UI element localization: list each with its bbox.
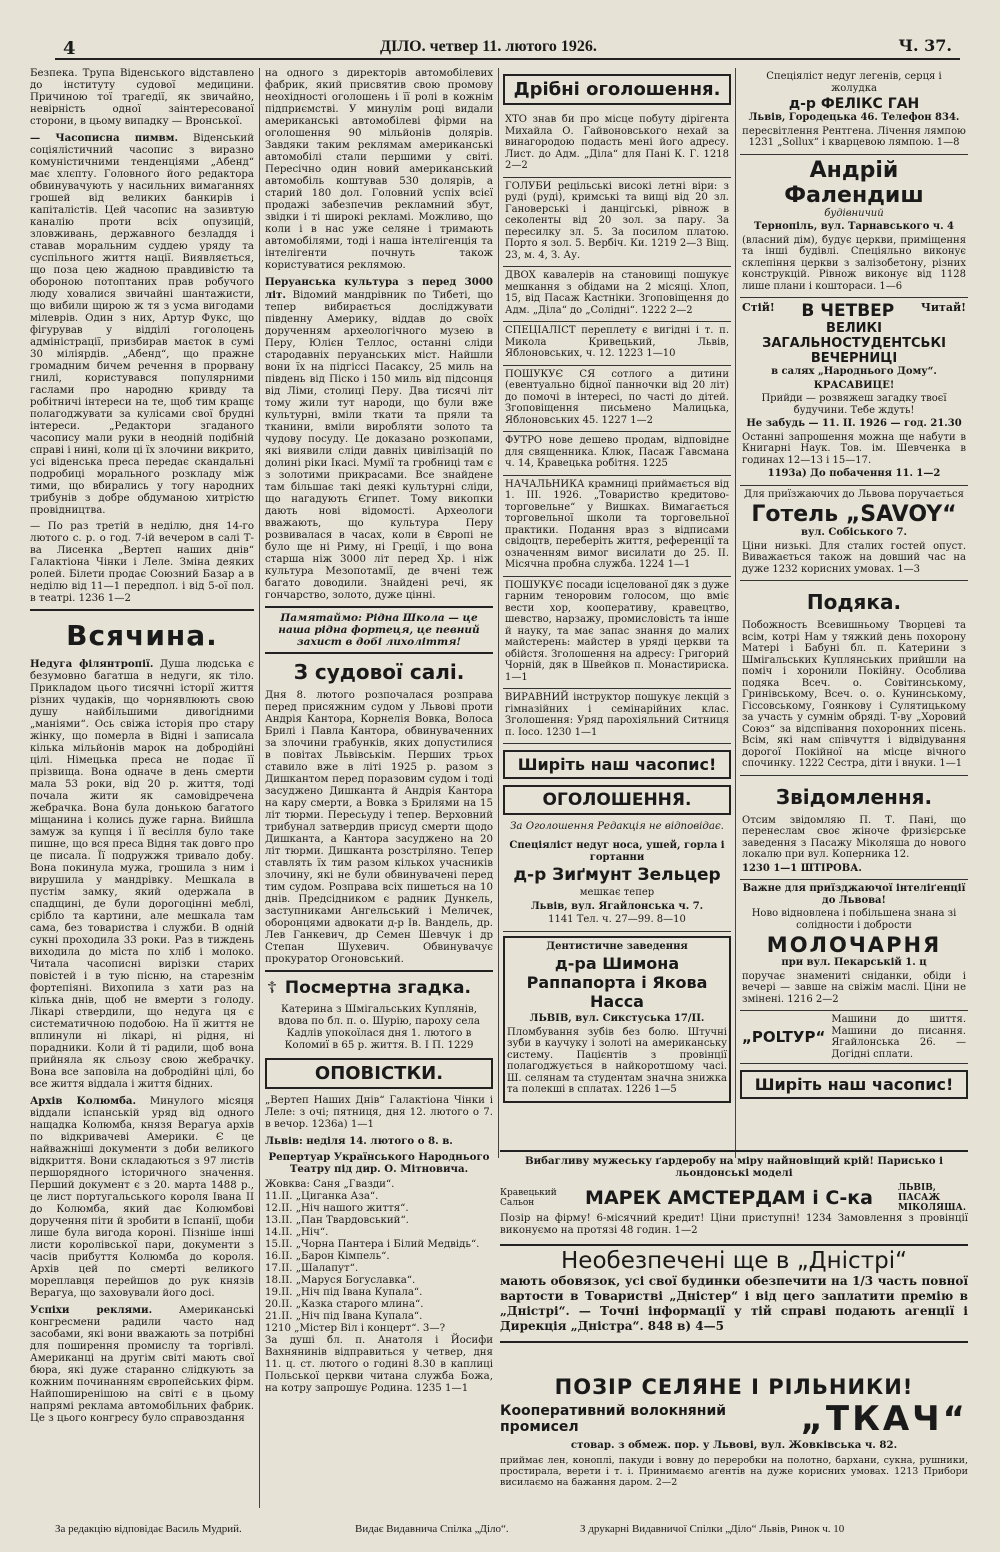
page-number: 4 — [63, 38, 76, 59]
ad-name: Звідомлення. — [775, 784, 933, 809]
ad-text: пересвітлення Рентгена. Лічення лямпою 1231 „Sollux“ і кварцевою лямпою. 1—8 — [742, 125, 966, 148]
article — [30, 132, 254, 517]
classified-ad — [503, 322, 731, 366]
repertoire-list — [265, 1179, 493, 1335]
article — [30, 658, 254, 1091]
column-4 — [740, 68, 968, 1153]
ad-text: Пломбування зубів без болю. Штучні зуби в каучуку і золоті на американську систему. Пацієнтів з провінції полагоджується в найкоротшому часі. Ш. селянам та студентам значна знижка та полекші в сплатах. 1226 1—5 — [507, 1026, 727, 1095]
notice: Репертуар Українського Народнього Театру під дир. О. Мітновича. — [268, 1151, 490, 1175]
ad-text: Дентистичне заведення — [546, 940, 688, 952]
repertoire-item: 19.II. „Ніч під Івана Купала“. — [265, 1287, 423, 1298]
article-heading: Успіхи реклями. — [30, 1304, 153, 1316]
ad-text: ХТО знав би про місце побуту дірігента Михайла О. Гайвоновського нехай за винагородою подасть мені його адресу. Лист. до Адм. „Діла“ для Пані К. Г. 1218 2—2 — [505, 114, 729, 171]
ad-text: 1193а) До побачення 11. 1—2 — [767, 468, 941, 479]
classified-ad — [503, 111, 731, 178]
classified-ad — [503, 366, 731, 433]
notice: Львів: неділя 14. лютого о 8. в. — [265, 1135, 453, 1147]
divider — [265, 606, 493, 608]
hotel-ad — [740, 486, 968, 582]
doctor-ad — [740, 68, 968, 155]
divider — [30, 609, 254, 611]
ad-text: ДВОХ кавалерів на становищі пошукує мешкання з обідами на 2 місяці. Хлоп, 15, від Пасаж Кастніки. Згоповіщення до Адм. „Діла“ до „Солідні“. 1222 2—2 — [505, 270, 729, 316]
ad-text: Важне для приїзджаючої інтеліґенції до Львова! — [742, 883, 966, 906]
tailor-ad-row — [500, 1183, 968, 1213]
ad-text: 1230 1—1 ШТІРОВА. — [742, 862, 862, 874]
article-text: Минулого місяця віддали іспанській уряд від одного нащадка Колюмба, князя Верагуа архів по відкривачеві Америки. Є це найважніші документи з доби великого відкриття. Вони складаються з 97 листів першорядного історичного значення. Перший документ є з 20. марта 1488 р., це лист португальського короля Івана II до Колюмба, який дає Колюмбові доручення піти й зробити в Іспанії, щоби лише була вигода короні. Пізніше інші листи королівської пари, документи з часів прибуття Колюмба до короля. Архів цей по смерті великого мореплавця перейшов до рук князів Верагуа, що заховували його досі. — [30, 1096, 254, 1299]
ad-text: Спеціяліст недуг носа, ушей, горла і гортанни — [509, 840, 725, 863]
dairy-ad — [740, 880, 968, 1011]
article-text: Американські конгресмени радили часто над засобами, які вони вважають за потрібні для поширення промислу та торгівлі. Американці на другім світі мають свої бюра, які дуже старанно слідкують за кожним починанням європейських фірм. Найпоширенішою на світі є в цьому напрямі реклама автомобільних фабрик. Це з цього конгресу було справоздання — [30, 1305, 254, 1424]
ad-text: Спеціяліст недуг легенів, серця і жолудка — [766, 71, 942, 94]
ad-address: Львів, вул. Ягайлонська ч. 7. — [530, 900, 704, 912]
repertoire-item: 14.II. „Ніч“. — [265, 1227, 329, 1238]
ad-text: Кравецький Сальон — [500, 1188, 557, 1208]
column-2 — [265, 68, 493, 1508]
ad-name: „ТКАЧ“ — [800, 1399, 968, 1439]
ad-name: ВЕЛИКІ ЗАГАЛЬНОСТУДЕНТСЬКІ ВЕЧЕРНИЦІ — [762, 321, 946, 366]
footer-publisher: Видає Видавнича Спілка „Діло“. — [355, 1523, 509, 1535]
thanks-notice — [740, 581, 968, 776]
ad-text: Вибагливу мужеську ґардеробу на міру найновіщий крій! Парисько і льондонські моделі — [525, 1155, 943, 1179]
ad-text: НАЧАЛЬНИКА крамниці приймається від 1. III. 1926. „Товариство кредитово-торговельне“ у Вишках. Вимагається торговельної школи та торговельної практики. Подання враз з відписами свідоцтв, переберіть життя, референції та означенням вимог висилати до 25. II. Місячна пробна служба. 1224 1—1 — [505, 478, 729, 570]
repertoire-item: 16.II. „Барон Кімпель“. — [265, 1251, 390, 1262]
event-ad — [740, 298, 968, 486]
ad-text: мешкає тепер — [579, 887, 655, 898]
obituary-text: Катерина з Шмігальських Куплянів, вдова по бл. п. о. Шурію, пароху села Кадлів упокоїлася дня 1. лютого в Коломиї в 65 р. життя. В. І П. 1229 — [278, 1004, 480, 1051]
page-header — [55, 32, 960, 60]
notice: За душі бл. п. Анатоля і Йосифи Вахнянинів відправиться у четвер, дня 11. ц. ст. лютого о годині 8.30 в каплиці Польської церкви читана служба Божа, на котру запрошує Родина. 1235 1—1 — [265, 1335, 493, 1394]
ad-text: Прийди — розвяжеш загадку твоєї будучини. Тебе ждуть! — [761, 393, 947, 416]
ad-name: Необезпечені ще в „Дністрі“ — [561, 1248, 907, 1274]
ad-address: ЛЬВІВ, вул. Сикстуська 17/II. — [529, 1013, 705, 1024]
article-heading: Архів Колюмба. — [30, 1095, 137, 1107]
ad-text: ВИРАВНИЙ інструктор пошукує лекцій з гімназійних і семінарійних клас. Зголошення: Уряд парохіяльний Ситниця п. Іосо. 1230 1—1 — [505, 692, 729, 738]
announcement-notice — [740, 776, 968, 881]
notice: „Вертеп Наших Днів“ Галактіона Чінки і Леле: з очі; пятниця, дня 12. лютого о 7. в вечор. 1236а) 1—1 — [265, 1095, 493, 1130]
obituary-title-row — [265, 978, 493, 998]
article-text: Душа людська є безумовно багатша в недуги, як тіло. Прикладом цього тисячні історії життя різних чудаків, що чорнявлюють свою душу найбільшими дивогідними „маніями“. Ось свіжа історія про стару жінку, що померла в Відні і записала кілька мільйонів марок на добродійні цілі. Німецька преса не подає її прізвища. Вона одначе в день смерти мала 53 роки, від 20 р. життя, тоді почала жити як самовідречена жебрачка. Вона була донькою багатого міщанина і колись дуже гарна. Вийшла замуж за купця і її весілля було таке пишне, що вся преса Відня так довго про це писала. Її подружжя тривало добу. Вона покинула мужа, грошила з ним і вирушила у мандрівку. Мешкала в пустім замку, який одержала в спадщині, де були дорогоцінні меблі, срібло та картини, але мешкала там сама, без товариства і служби. В одній сукні проходила 33 роки. Раз в тиждень виходила до міста по хліб і молоко. Читала часописні вирізки старих повістей і в тую пісню, на старезнім фортепіяні. Вихопила з хати раз на кілька днів, щоб не вмерти з голоду. Лікарі ствердили, що недуга ця є систематичною подобою. На її життя не вплинули ні лікарі, ні рідня, ні порадники. Коли й ті радили, щоб вона прийняла як сльозу свою жебрачку. Вона все заповіла на добродійні цілі, бо все життя віддала і життя бідних. — [30, 659, 254, 1090]
article — [30, 1304, 254, 1425]
classified-ad — [503, 432, 731, 476]
classified-ad — [503, 689, 731, 744]
ad-text: в салях „Народнього Дому“. — [771, 366, 937, 377]
ad-text: Для приїзжаючих до Львова поручається — [744, 488, 964, 500]
article — [30, 1095, 254, 1300]
article-text: Віденський соціялістичний часопис з виразно комуністичними тенденціями „Абенд“ має хлєпту. Головного його редактора обвинувачують у насильних вимаганнях грошей від великих банкирів і капіталістів. Цей часопис на зазивтую каналію проти всіх опузицій, зловживань, державного безладдя і ставав моральним суддею уряду та суспільного життя нації. Виявляється, що поза цею жадною правдивістю та обороною потоптаних прав робучого люду ховалися звичайні шантажисти, що вибили щирою ж тя з усма вигодами мілеврів. Один з них, Артур Фукс, що фігурував у відділі гоголоцень адміністрації, призбирав маєток в сумі 30 міліярдів. „Абенд“, що пражне громадним бичем речення в прорвану гнилі, користувався популярними гаслами про народню кривду та робітничі інтереси на те, щоб тим кращє полагоджувати за кулісами свої брудні інтереси. „Редактори згаданого часопису мали руки в неодній подібній справі і нині, коли ці їх злочини викрито, усі віденська преса передає скандальні подробиці морального розкладу між тими, що вбирались у тогу народних трибунів з добре обдуманою хитрістю провідництва. — [30, 133, 254, 516]
repertoire-item: 13.II. „Пан Твардовський“. — [265, 1215, 409, 1226]
footer-printer: З друкарні Видавничої Спілки „Діло“ Львів, Ринок ч. 10 — [580, 1523, 845, 1535]
column-rule — [735, 68, 736, 1158]
article-text: на одного з директорів автомобілевих фабрик, який присвятив свою промову неохідності оголошень і її ролі в кожнім підприємстві. У минулім році видали американські автомобілеві фірми на оголошення 90 мільйонів долярів. Завдяки таким реклямам американські автомобілі стали першими у світі. Пересічно один новий американський автомобіль коштував 530 долярів, а старий 180 дол. Головний успіх всієї продажі забезпечив рекламний збут, звідки і ті широкі рекламі. Можливо, що коли і в нас уже селяне і тримають автомобілями, тоді і наша інтелігенція та інтелігенти почнуть також користуватися реклямою. — [265, 68, 493, 271]
ad-text: Ново відновлена і побільшена знана зі солідности і добрости — [751, 908, 957, 931]
repertoire-item: 15.II. „Чорна Пантера і Білий Медвідь“. — [265, 1239, 480, 1250]
ad-address: ЛЬВІВ, ПАСАЖ МІКОЛЯША. — [898, 1183, 966, 1213]
article — [265, 276, 493, 602]
ad-name: д-ра Шимона Раппапорта і Якова Насса — [526, 954, 708, 1011]
ad-address: стовар. з обмеж. пор. у Львові, вул. Жовківська ч. 82. — [570, 1439, 898, 1451]
ad-address: Львів, Городецька 46. Телефон 834. — [748, 112, 960, 123]
cross-icon: ☦ — [266, 978, 278, 997]
section-title: Всячина. — [66, 619, 218, 652]
ad-text: Останні запрошення можна ще набути в Книгарні Наук. Тов. ім. Шевченка в годинах 12—13 і 15—17. — [742, 431, 966, 466]
ads-disclaimer: За Оголошення Редакція не відповідає. — [510, 821, 724, 832]
article-text: Відомий мандрівник по Тибеті, що тепер вибирається досліджувати південну Америку, віддав до своїх дорученням археологічного музею в Перу, Юлієн Теллос, останні сліди стародавніх перуанських міст. Найшли вони їх на підгіссі Пасаксу, 25 миль на південь від Піско і 150 миль від підсонця від Ліми, столиці Перу. Два тисячі літ тому жили тут народи, що були вже культурні, вміли ткати та пряли та тканини, вміли виробляти золото та чудову посуду. Це доказано розкопами, які виявили сліди давніх цивілізацій по долині ріки Ікасі. Мумії та гробниці там є з золотими прикрасами. Все знайдене там більшає такі деякі культурні сліди, що нагадують Єгипет. Тому викопки дають нові відомості. Археологи вважають, що культура Перу розвивалася в часах, коли в Європі не було ще ні Риму, ні Греції, і що вона старша ніж 3000 літ перед Хр. і ніж культура Мезопотамії, де вчені теж багато доводили. Знайдені речі, як гончарство, золото, дуже цінні. — [265, 290, 493, 601]
ad-text: Ціни низькі. Для сталих гостей опуст. Виважається також на довший час на дуже 1232 корисних умовах. 1—3 — [742, 540, 966, 575]
ad-text: (власний дім), будує церкви, приміщення та інші будівлі. Спеціяльно виконує склепіння церкви з залізобетону, різних конструкцій. Рівнож виконує від 1128 лише плани і коштораси. 1—6 — [742, 234, 966, 292]
ad-text: Не забудь — 11. II. 1926 — год. 21.30 — [746, 418, 962, 429]
ad-address: вул. Собіського 7. — [801, 527, 907, 538]
column-rule — [259, 68, 260, 1508]
insurance-ad — [500, 1245, 968, 1343]
section-title: ОГОЛОШЕННЯ. — [503, 785, 731, 815]
article-heading: — Часописна пимвм. — [30, 132, 179, 144]
section-title: Дрібні оголошення. — [503, 74, 731, 105]
repertoire-item: 20.II. „Казка старого млина“. — [265, 1299, 424, 1310]
classified-ad — [503, 577, 731, 690]
ad-text: будівничий — [824, 207, 884, 219]
ad-text: Машини до шиття. Машини до писання. Ягайлонська 26. — Догідні сплати. — [831, 1014, 966, 1060]
ad-name: Подяка. — [806, 590, 902, 614]
classified-ad — [503, 476, 731, 577]
classified-ad — [503, 178, 731, 268]
ad-text: ФУТРО нове дешево продам, відповідне для священника. Клюк, Пасаж Гавсмана ч. 14, Кравецька робітня. 1225 — [505, 435, 729, 469]
ad-text: СПЕЦІАЛІСТ переплету є вигідні і т. п. Микола Кривецький, Львів, Яблоновських, ч. 12. 1223 1—10 — [505, 325, 729, 359]
section-title: ОПОВІСТКИ. — [265, 1058, 493, 1089]
repertoire-item: 12.II. „Ніч нашого життя“. — [265, 1203, 409, 1214]
ad-name: „POLTУР“ — [742, 1028, 826, 1046]
ad-text: ПОШУКУЄ посади ісцелованої дяк з дуже гарним теноровим голосом, що вміє вести хор, кооперативу, кравецтво, шевство, нарзажу, промисловість та інше й науку, та має запас знання до малих майстерень: майстер в уряді церкви та обійстя. Зголошення на адресу: Григорий Чорній, дяк в Швейков п. Монастириска. 1—1 — [505, 579, 729, 683]
event-ad-top — [742, 301, 966, 321]
repertoire-item: 11.II. „Циганка Аза“. — [265, 1191, 379, 1202]
ad-text: 1141 Тел. ч. 27—99. 8—10 — [548, 914, 686, 925]
repertoire-item: 1210 „Містер Віл і концерт“. 3—? — [265, 1323, 446, 1334]
ad-text: Кооперативний волокняний промисел — [500, 1403, 727, 1435]
builder-ad — [740, 155, 968, 299]
ad-name: Андрій Фалендиш — [784, 157, 924, 208]
article-heading: Перуанська культура з перед 3000 літ. — [265, 276, 493, 301]
ad-text: В ЧЕТВЕР — [801, 301, 895, 321]
classified-ad — [503, 267, 731, 322]
sewing-machine-ad — [740, 1011, 968, 1064]
column-1 — [30, 68, 254, 1508]
weaving-coop-row — [500, 1399, 968, 1439]
ad-text: Позір на фірму! 6-місячний кредит! Ціни приступні! 1234 Замовлення з провінції виконуємо на протязі 48 годин. 1—2 — [500, 1213, 968, 1236]
divider — [265, 652, 493, 654]
section-title: Посмертна згадка. — [284, 978, 471, 998]
ad-name: ПОЗІР СЕЛЯНЕ І РІЛЬНИКИ! — [554, 1375, 914, 1399]
repertoire-item: 17.II. „Шалапут“. — [265, 1263, 359, 1274]
motto: Памятаймо: Рідна Школа — це наша рідна фортеця, це певний захист в добі лихоліття! — [278, 612, 480, 648]
ad-text: поручає знамениті сніданки, обіди і вечері — завше на свіжім маслі. Ціни не змінені. 1216 2—2 — [742, 970, 966, 1005]
ad-text: Читай! — [920, 301, 966, 314]
repertoire-item: Жовква: Саня „Гвазди“. — [265, 1179, 395, 1190]
ad-name: МОЛОЧАРНЯ — [766, 933, 942, 957]
weaving-coop-ad — [500, 1372, 968, 1495]
divider — [265, 970, 493, 972]
ad-text: приймає лен, коноплі, пакуди і вовну до переробки на полотно, бархани, сукна, рушники, простирала, верети і т. і. Принимаємо агентів на дуже корисних умовах. 1213 Прибори висилаємо на бажання даром. 2—2 — [500, 1455, 968, 1488]
ad-text: ГОЛУБИ рецільські високі летні віри: з руді (руді), кримські та вищі від 20 зл. Гановерські і данцігські, рівнож в секоленты від 20 зол. за пару. За пересилку зл. 5. За посилом платою. Порто я зол. 5. Вербіч. Ки. 1219 2—3 Віщ. 23, м. 4, З. Ау. — [505, 180, 729, 261]
repertoire-item: 18.II. „Маруся Богуславка“. — [265, 1275, 416, 1286]
section-title: З судової салі. — [293, 660, 465, 684]
column-3 — [503, 68, 731, 1153]
article-text: — По раз третій в неділю, дня 14-го лютого с. р. о год. 7-ій вечером в салі Т-ва Лисенка „Вертеп наших днів“ Галактіона Чінки і Леле. Зміна деяких ролей. Білети продає Союзний Базар а в неділю від 11—1 передпол. і від 5-ої пол. в театрі. 1236 1—2 — [30, 521, 254, 604]
tailor-ad — [500, 1150, 968, 1246]
column-rule — [498, 68, 499, 1158]
article-heading: Недуга філянтропії. — [30, 658, 154, 670]
ad-text: Отсим звідомляю П. Т. Пані, що перенеслам своє жіноче фризієрське заведення з Пасажу Міколяша до нового локалю при вул. Коперника 12. — [742, 814, 966, 860]
slogan: Ширіть наш часопис! — [503, 750, 731, 779]
footer-editor: За редакцію відповідає Василь Мудрий. — [55, 1523, 242, 1535]
dentist-ad — [503, 936, 731, 1103]
ad-text: Стій! — [742, 301, 775, 314]
ad-name: МАРЕК АМСТЕРДАМ і С-ка — [585, 1187, 873, 1209]
doctor-ad — [503, 837, 731, 932]
slogan: Ширіть наш часопис! — [740, 1070, 968, 1099]
ad-text: мають обовязок, усі свої будинки обезпечити на 1/3 часть повної вартости в Товаристві „Дністер“ і від цего заплатити премію в „Дністрі“. — Точні інформації у тій справі подають агенції і Дирекція „Дністра“. 848 в) 4—5 — [500, 1274, 968, 1333]
article-text: Дня 8. лютого розпочалася розправа перед присяжним судом у Львові проти Андрія Кантора, Корнелія Вовка, Волоса Брилі і Павла Кантора, обвинуваченних за злочини грабунків, яких допустилися в повітах Львівськім. Перших трьох ставило вже в літі 1925 р. разом з Дишкантом перед поразовим судом і тоді засуджено Дишканта й Андрія Кантора на кару смерти, а Вовка з Брилями на 15 літ тюрми. Пересьуду і тепер. Верховний трибунал затвердив присуд смерти щодо Дишканта, а Кантора засуджено на 20 літ тюрми. Дишканта розстріляно. Тепер ставлять їх тим разом кількох учасників злочину, які не були обвинувачені перед тим судом. Розправа всіх пишеться на 10 днів. Предсідником є радник Дункель, заступниками Ангельський і Меличек, оборонцями адвокати д-р Ів. Вандель, др. Лев Ганкевич, др Семен Шевчук і др Степан Шухевич. Обвинувачує прокуратор Огоновський. — [265, 690, 493, 965]
ad-text: КРАСАВИЦЕ! — [813, 379, 895, 391]
ad-text: Побожность Всевишньому Творцеві та всім, котрі Нам у тяжкий день похорону Матері і Бабуні бл. п. Катерини з Шмігальських Куплянських прийшли на поміч і хоронили Покійну. Особлива подяка Всеч. о. Совітинському, Гринівському, Всеч. о. о. Кунинському, Гіссовському, Гоянкову і Сулятицькому за участь у сумнім обряді. Т-ву „Хоровий Союз“ за відспівання похоронних пісень. Всім, які нам співчуття і відвідування дорогої Покійної на місце вічного спочинку. 1222 Сестра, діти і внуки. 1—1 — [742, 620, 966, 769]
ad-name: д-р ФЕЛІКС ГАН — [788, 96, 920, 112]
repertoire-item: 21.II. „Ніч під Івана Купала“. — [265, 1311, 423, 1322]
ad-address: Тернопіль, вул. Тарнавського ч. 4 — [753, 221, 954, 232]
article-text: Безпека. Трупа Віденського відставлено до інституту судової медицини. Причиною тої трагедії, як звичайно, невірність одної заінтересованої сторони, в цьому випадку — Вронської. — [30, 68, 254, 127]
ad-text: ПОШУКУЄ СЯ сотлого а дитини (евентуально бідної панночки від 20 літ) до помочі в інтересі, по часті до дітей. Згоповіщення письмено Малицька, Яблоновських 45. 1227 1—2 — [505, 368, 729, 426]
ad-name: д-р Зиґмунт Зельцер — [513, 865, 721, 885]
issue-number: Ч. 37. — [898, 36, 952, 55]
ad-address: при вул. Пекарській 1. ц — [781, 957, 927, 968]
ad-name: Готель „SAVOY“ — [751, 502, 957, 527]
date-line: ДІЛО. четвер 11. лютого 1926. — [380, 38, 597, 55]
